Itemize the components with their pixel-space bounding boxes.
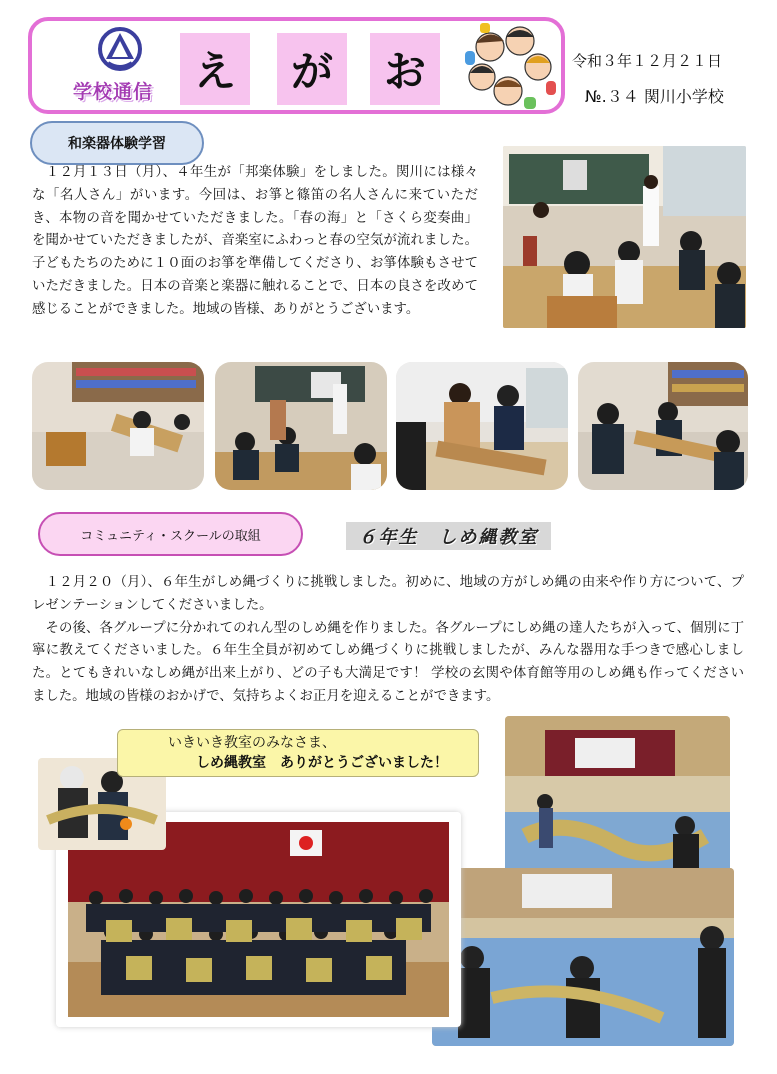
shimenawa-class-article: １２月２０（月）、６年生がしめ縄づくりに挑戦しました。初めに、地域の方がしめ縄の由来や作り方について、プレゼンテーションしてくださいました。 その後、各グループに分かれてのれん型のしめ縄を作りました。各グループにしめ縄の達人たちが入って、個別に丁寧に教えてくださいました。６年生全員が初めてしめ縄づくりに挑戦しましたが、みんな器用な手つきで感心しました。とてもきれいなしめ縄が出来上がり、どの子も大満足です！ 学校の玄関や体育館等用のしめ縄も作ってくださいました。地域の皆様のおかげで、気持ちよくお正月を迎えることができます。	[32, 575, 744, 704]
library-koto-lesson-photo	[32, 362, 204, 490]
issue-date: 令和３年１２月２１日	[572, 52, 723, 70]
section-badge-community-school: コミュニティ・スクールの取組	[38, 512, 303, 556]
title-char-o: お	[370, 33, 440, 105]
callout-line-1: いきいき教室のみなさま、	[168, 735, 336, 751]
student-playing-koto-photo	[396, 362, 568, 490]
students-twisting-straw-photo	[432, 868, 734, 1046]
school-emblem-icon	[90, 27, 150, 77]
group-koto-practice-photo	[578, 362, 748, 490]
newsletter-header	[28, 17, 565, 114]
title-char-e: え	[180, 33, 250, 105]
smiling-children-illustration	[460, 21, 560, 113]
students-raising-hands-photo	[215, 362, 387, 490]
title-char-ga: が	[277, 33, 347, 105]
callout-line-2: しめ縄教室 ありがとうございました！	[196, 755, 448, 771]
thanks-callout	[117, 729, 479, 777]
koto-experience-article: １２月１３日（月）、４年生が「邦楽体験」をしました。関川には様々な「名人さん」がいます。今回は、お箏と篠笛の名人さんに来ていただき、本物の音を聞かせていただきました。「春の海」と「さくら変奏曲」を聞かせていただきましたが、音楽室にふわっと春の空気が流れました。子どもたちのために１０面のお箏を準備してくださり、お箏体験もさせていただきました。日本の音楽と楽器に触れることで、日本の良さを改めて感じることができました。地域の皆様、ありがとうございます。	[32, 165, 478, 317]
shimenawa-class-title: ６年生 しめ縄教室	[346, 522, 551, 550]
music-room-koto-performance-photo	[503, 146, 746, 328]
section-badge-koto-experience: 和楽器体験学習	[30, 121, 204, 165]
issue-number-and-school: №.３４ 関川小学校	[585, 87, 724, 106]
gym-shimenawa-making-photo	[505, 716, 730, 876]
school-news-label: 学校通信	[72, 81, 153, 103]
